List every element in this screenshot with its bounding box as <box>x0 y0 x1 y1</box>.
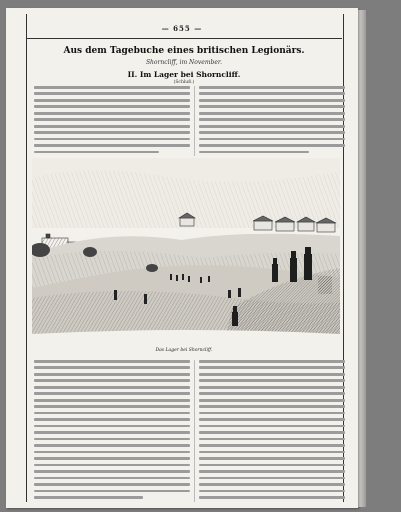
body-text-column-right-bottom <box>199 360 345 503</box>
section-heading: II. Im Lager bei Shorncliff. <box>127 70 241 79</box>
column-divider-bottom <box>194 360 195 502</box>
body-text-column-left-top <box>34 86 190 157</box>
section-author: (Schluß.) <box>173 80 195 85</box>
body-text-column-right-top <box>199 86 345 157</box>
page-number: — 655 — <box>161 24 203 33</box>
camp-illustration <box>32 158 340 352</box>
header-rule <box>26 38 342 39</box>
page-edge-shadow <box>358 10 366 507</box>
magazine-page <box>6 8 358 508</box>
column-divider-top <box>194 86 195 156</box>
article-title: Aus dem Tagebuche eines britischen Legionärs. <box>63 46 305 56</box>
illustration-caption: Das Lager bei Shorncliff. <box>155 348 213 353</box>
article-dateline: Shorncliff, im November. <box>145 59 223 66</box>
body-text-column-left-bottom <box>34 360 190 503</box>
